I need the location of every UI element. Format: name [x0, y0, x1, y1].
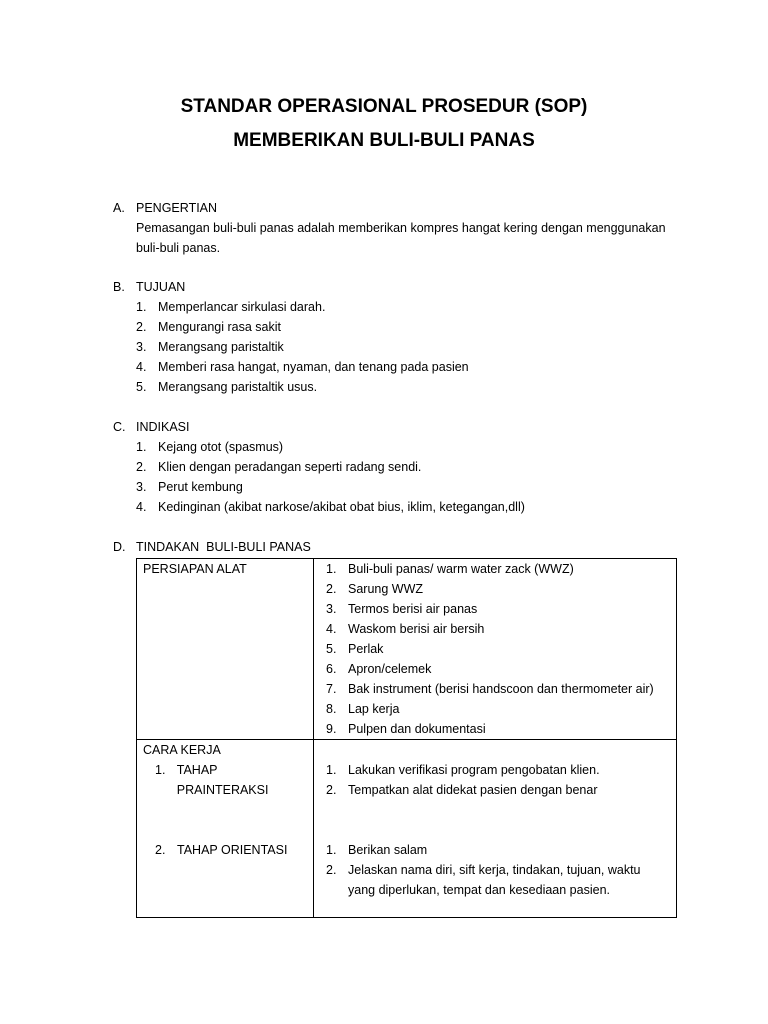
stage-number: 2. [155, 843, 166, 857]
list-text: Bak instrument (berisi handscoon dan thermometer air) [348, 682, 654, 696]
document-subtitle: MEMBERIKAN BULI-BULI PANAS [233, 130, 535, 151]
section-pengertian [113, 198, 673, 258]
list-text: Jelaskan nama diri, sift kerja, tindakan, tujuan, waktu yang diperlukan, tempat dan kesediaan pasien. [348, 863, 641, 897]
section-heading: PENGERTIAN [136, 201, 218, 215]
list-number: 2. [136, 460, 147, 474]
list-text: Waskom berisi air bersih [348, 622, 485, 636]
list-text: Pulpen dan dokumentasi [348, 722, 486, 736]
list-text: Memberi rasa hangat, nyaman, dan tenang pada pasien [158, 360, 469, 374]
list-item [136, 477, 673, 497]
list-item [326, 860, 671, 900]
list-item [136, 357, 673, 377]
list-item [326, 599, 671, 619]
list-text: Merangsang paristaltik usus. [158, 380, 318, 394]
section-paragraph: Pemasangan buli-buli panas adalah memberikan kompres hangat kering dengan menggunakan buli-buli panas. [136, 221, 666, 255]
table-cell-label [143, 740, 311, 860]
list-text: Sarung WWZ [348, 582, 424, 596]
list-text: Klien dengan peradangan seperti radang sendi. [158, 460, 422, 474]
list-number: 4. [136, 360, 147, 374]
list-item [326, 699, 671, 719]
list-item [326, 840, 671, 860]
list-item [136, 497, 673, 517]
list-item [326, 780, 671, 800]
table-cell-label [143, 559, 311, 579]
list-number: 4. [326, 622, 337, 636]
list-text: Buli-buli panas/ warm water zack (WWZ) [348, 562, 574, 576]
list-item [136, 297, 673, 317]
list-number: 4. [136, 500, 147, 514]
list-text: Berikan salam [348, 843, 428, 857]
list-text: Tempatkan alat didekat pasien dengan benar [348, 783, 598, 797]
list-text: Perut kembung [158, 480, 243, 494]
list-item [326, 679, 671, 699]
document-title: STANDAR OPERASIONAL PROSEDUR (SOP) [180, 96, 588, 117]
list-number: 7. [326, 682, 337, 696]
list-item [326, 760, 671, 780]
list-number: 9. [326, 722, 337, 736]
list-item [326, 719, 671, 739]
list-text: Lakukan verifikasi program pengobatan klien. [348, 763, 600, 777]
indikasi-list [113, 437, 673, 517]
list-item [136, 377, 673, 397]
list-number: 5. [136, 380, 147, 394]
list-number: 3. [326, 602, 337, 616]
prainteraksi-list [326, 760, 671, 800]
stage-number: 1. [155, 763, 166, 777]
list-item [136, 437, 673, 457]
tujuan-list [113, 297, 673, 397]
section-letter: D. [113, 540, 126, 554]
list-text: Merangsang paristaltik [158, 340, 284, 354]
cara-kerja-label: CARA KERJA [143, 743, 221, 757]
list-number: 1. [136, 300, 147, 314]
section-letter: C. [113, 420, 126, 434]
section-indikasi [113, 417, 673, 517]
list-text: Memperlancar sirkulasi darah. [158, 300, 326, 314]
list-number: 1. [326, 763, 337, 777]
section-heading: INDIKASI [136, 420, 190, 434]
list-text: Perlak [348, 642, 384, 656]
list-number: 3. [136, 340, 147, 354]
list-number: 1. [326, 843, 337, 857]
list-number: 1. [136, 440, 147, 454]
stage-label: TAHAP ORIENTASI [177, 843, 288, 857]
list-text: Mengurangi rasa sakit [158, 320, 281, 334]
list-item [326, 659, 671, 679]
list-item [326, 579, 671, 599]
list-number: 2. [326, 863, 337, 877]
list-number: 8. [326, 702, 337, 716]
list-number: 2. [326, 582, 337, 596]
persiapan-label: PERSIAPAN ALAT [143, 562, 247, 576]
list-item [136, 317, 673, 337]
list-text: Apron/celemek [348, 662, 432, 676]
section-heading: TINDAKAN BULI-BULI PANAS [136, 540, 311, 554]
list-item [326, 559, 671, 579]
table-cell-items [326, 740, 671, 900]
list-item [136, 337, 673, 357]
section-tindakan [113, 537, 673, 557]
stage-orientasi [143, 840, 311, 860]
list-number: 3. [136, 480, 147, 494]
procedure-table [136, 558, 677, 918]
table-row-cara-kerja [137, 740, 676, 917]
list-text: Kejang otot (spasmus) [158, 440, 284, 454]
list-number: 2. [136, 320, 147, 334]
stage-label: TAHAP PRAINTERAKSI [176, 763, 269, 797]
list-item [326, 619, 671, 639]
list-item [136, 457, 673, 477]
section-tujuan [113, 277, 673, 397]
section-heading: TUJUAN [136, 280, 186, 294]
list-number: 2. [326, 783, 337, 797]
section-letter: B. [113, 280, 125, 294]
list-number: 6. [326, 662, 337, 676]
section-letter: A. [113, 201, 125, 215]
stage-prainteraksi [143, 760, 311, 800]
list-item [326, 639, 671, 659]
list-text: Termos berisi air panas [348, 602, 478, 616]
table-row-persiapan [137, 559, 676, 740]
list-text: Kedinginan (akibat narkose/akibat obat bius, iklim, ketegangan,dll) [158, 500, 525, 514]
list-number: 1. [326, 562, 337, 576]
list-number: 5. [326, 642, 337, 656]
persiapan-list [326, 559, 671, 739]
orientasi-list [326, 840, 671, 900]
table-cell-items [326, 559, 671, 739]
list-text: Lap kerja [348, 702, 400, 716]
